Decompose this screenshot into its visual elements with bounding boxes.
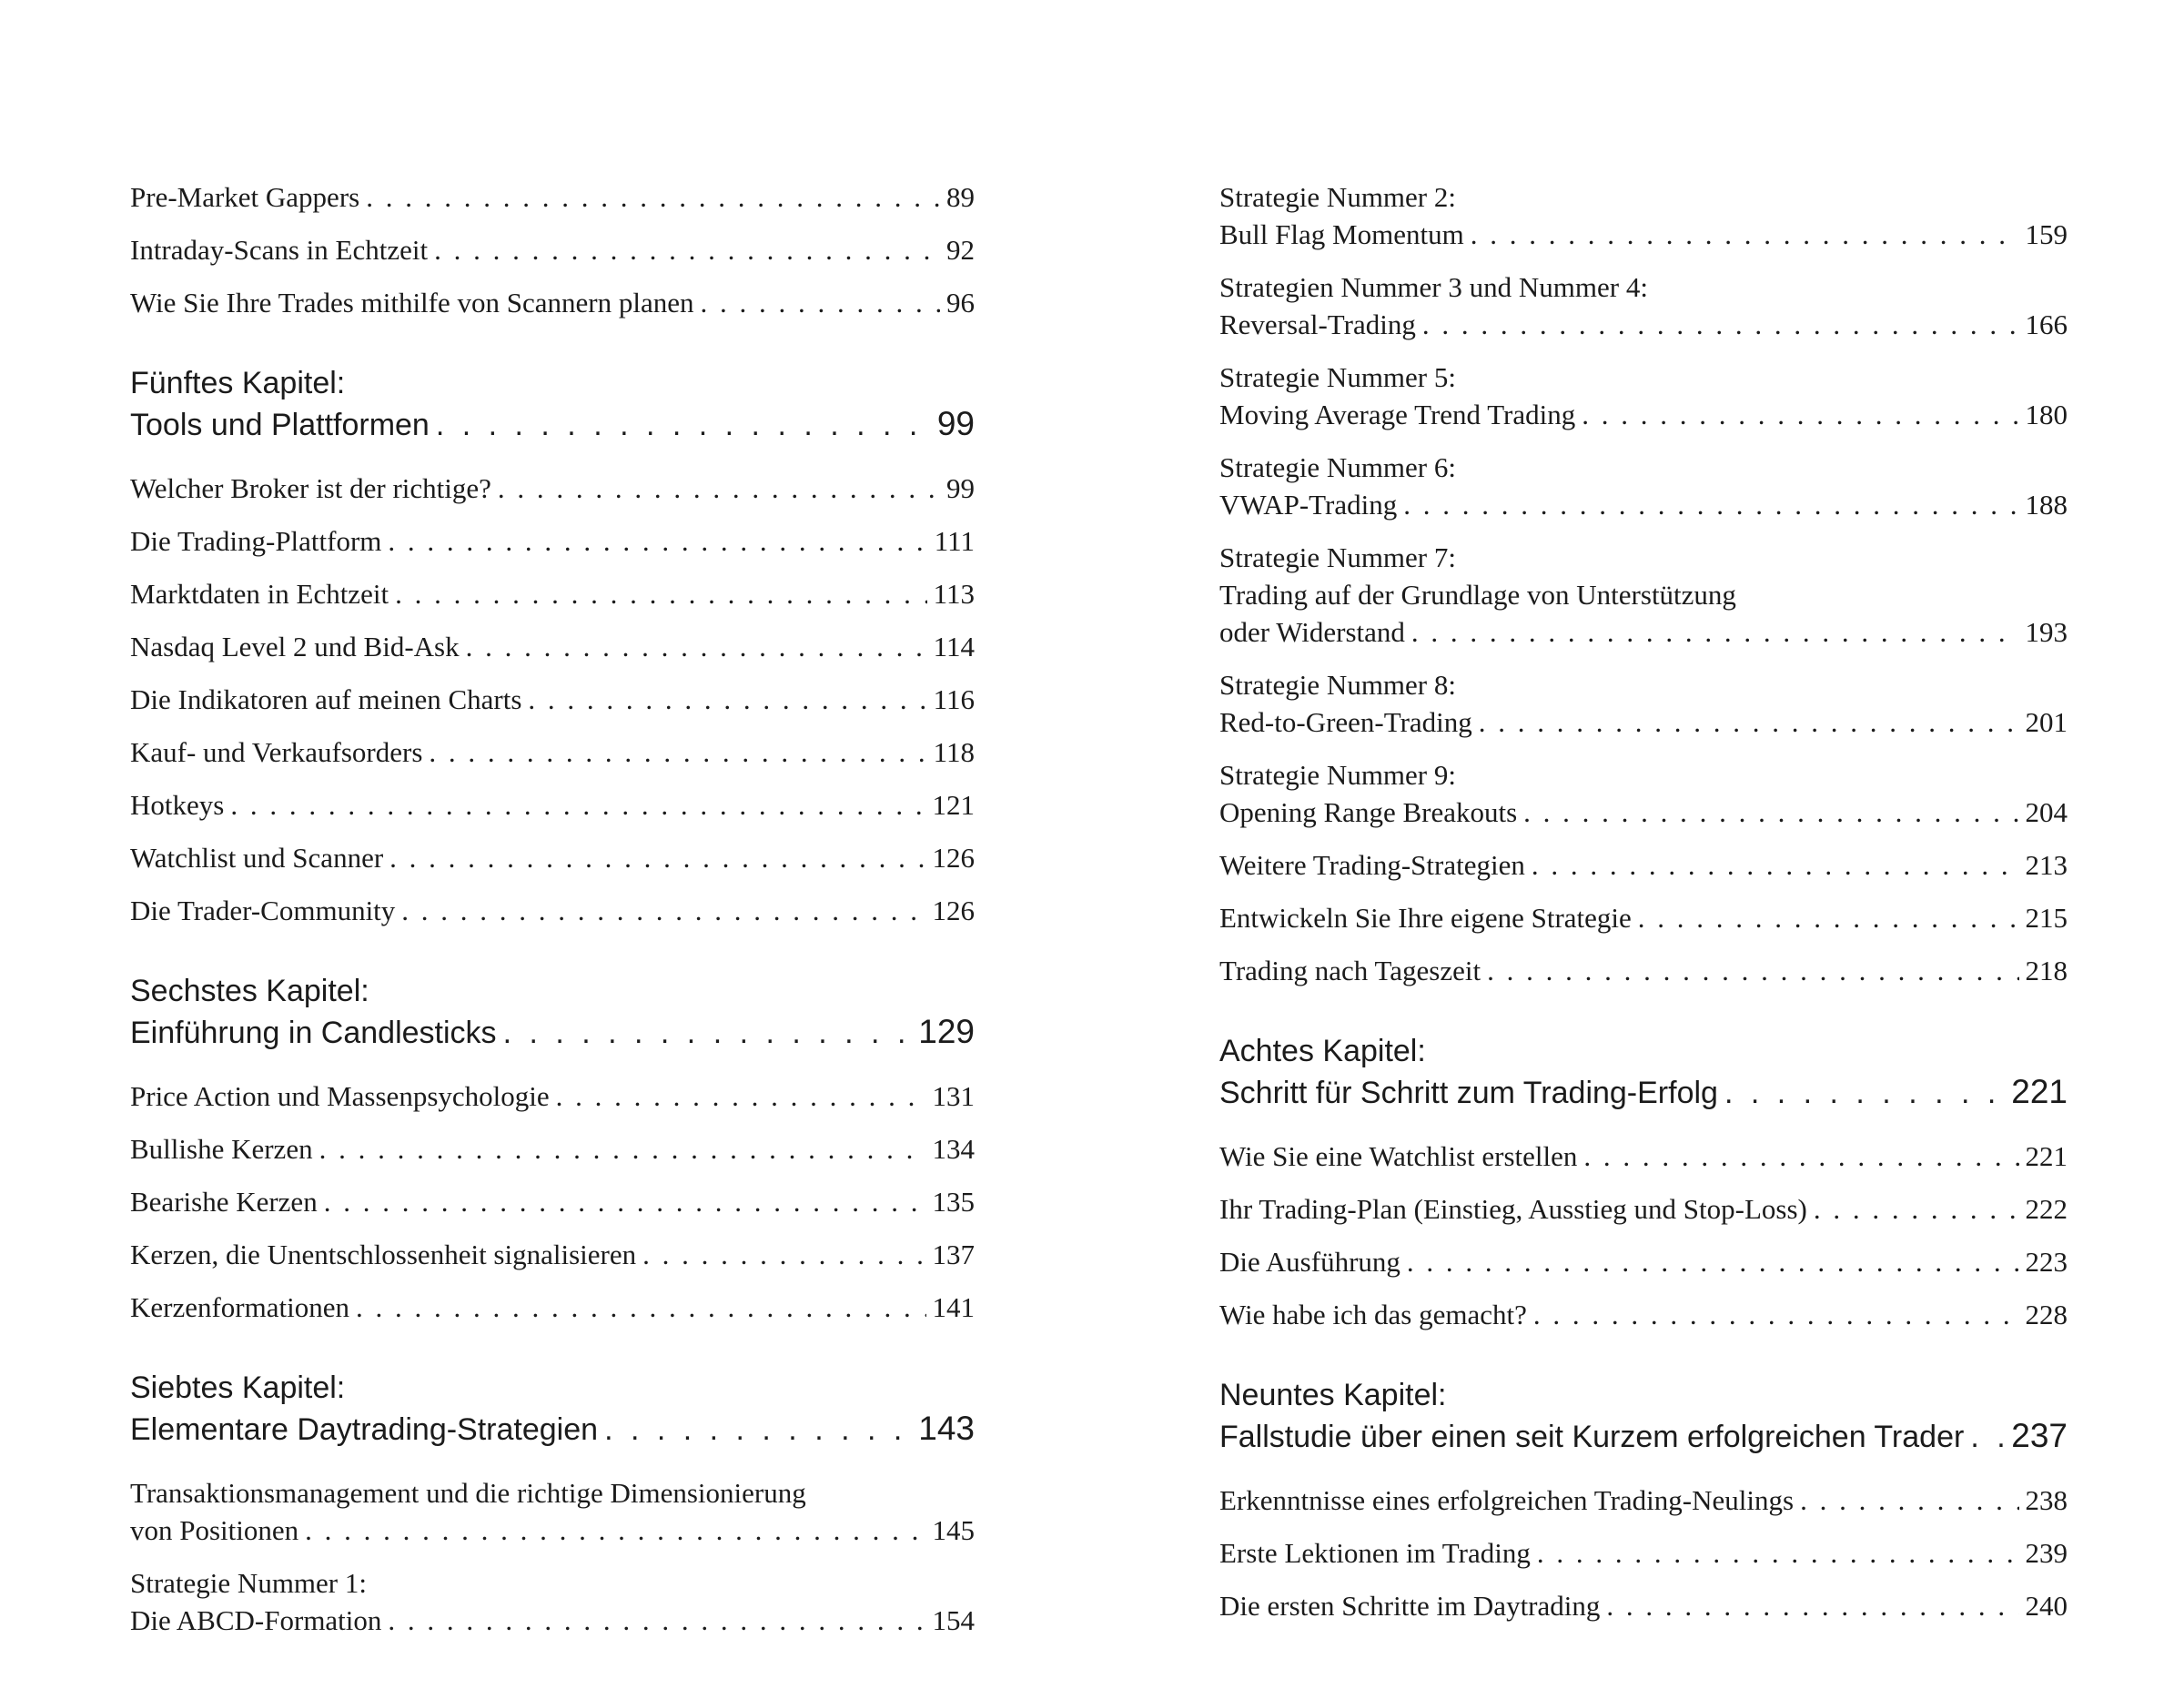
dot-leader bbox=[1583, 1138, 2018, 1175]
entry-line bbox=[130, 1512, 975, 1549]
chapter-title: Schritt für Schritt zum Trading-Erfolg bbox=[1219, 1076, 1718, 1110]
entry-label: Weitere Trading-Strategien bbox=[1219, 849, 1525, 881]
entry-line bbox=[130, 1289, 975, 1326]
entry-label: Erkenntnisse eines erfolgreichen Trading-Neulings bbox=[1219, 1484, 1795, 1516]
toc-column-right bbox=[1219, 178, 2068, 1640]
page-number: 111 bbox=[934, 525, 975, 557]
toc-entry bbox=[130, 1183, 975, 1220]
page-number: 166 bbox=[2025, 308, 2068, 340]
toc-entry bbox=[1219, 1138, 2068, 1175]
page-number: 221 bbox=[2011, 1073, 2068, 1110]
entry-line bbox=[130, 628, 975, 665]
toc-entry bbox=[1219, 756, 2068, 831]
entry-label: Reversal-Trading bbox=[1219, 308, 1416, 340]
page-number: 114 bbox=[933, 631, 975, 662]
entry-label: Opening Range Breakouts bbox=[1219, 796, 1518, 828]
dot-leader bbox=[366, 178, 940, 216]
toc-entry bbox=[130, 681, 975, 718]
entry-line bbox=[1219, 703, 2068, 741]
page-number: 141 bbox=[932, 1291, 975, 1323]
page-number: 228 bbox=[2025, 1299, 2068, 1330]
dot-leader bbox=[1422, 306, 2019, 343]
page-number: 238 bbox=[2025, 1484, 2068, 1516]
dot-leader bbox=[700, 284, 940, 321]
toc-entry bbox=[130, 1077, 975, 1115]
entry-preline-text: Trading auf der Grundlage von Unterstützung bbox=[1219, 579, 1736, 611]
toc-entry bbox=[130, 522, 975, 560]
entry-label: Trading nach Tageszeit bbox=[1219, 955, 1481, 986]
chapter-title-line bbox=[130, 403, 975, 446]
toc-entry bbox=[130, 1236, 975, 1273]
dot-leader bbox=[389, 839, 925, 876]
page-number: 237 bbox=[2011, 1417, 2068, 1454]
page-number: 118 bbox=[933, 736, 975, 768]
entry-label: Welcher Broker ist der richtige? bbox=[130, 472, 491, 504]
toc-entry bbox=[130, 575, 975, 612]
entry-line bbox=[130, 892, 975, 929]
entry-label: Bullishe Kerzen bbox=[130, 1133, 313, 1165]
page-number: 213 bbox=[2025, 849, 2068, 881]
toc-entry bbox=[130, 284, 975, 321]
toc-chapter bbox=[130, 971, 975, 1054]
page-number: 99 bbox=[936, 405, 975, 442]
entry-preline-text: Strategie Nummer 7: bbox=[1219, 541, 1456, 573]
entry-label: oder Widerstand bbox=[1219, 616, 1405, 648]
entry-label: Watchlist und Scanner bbox=[130, 842, 384, 874]
page-number: 188 bbox=[2025, 489, 2068, 521]
dot-leader bbox=[429, 733, 926, 771]
toc-entry bbox=[1219, 1534, 2068, 1572]
entry-line bbox=[130, 575, 975, 612]
entry-label: Wie Sie Ihre Trades mithilfe von Scannern planen bbox=[130, 287, 694, 319]
dot-leader bbox=[401, 892, 925, 929]
entry-line bbox=[1219, 1138, 2068, 1175]
entry-preline-text: Strategie Nummer 1: bbox=[130, 1567, 367, 1599]
page-number: 92 bbox=[946, 234, 975, 266]
dot-leader bbox=[356, 1289, 926, 1326]
entry-line bbox=[130, 839, 975, 876]
entry-line bbox=[130, 1236, 975, 1273]
toc-entry bbox=[130, 178, 975, 216]
entry-preline bbox=[1219, 449, 2068, 486]
dot-leader bbox=[388, 1602, 925, 1639]
entry-label: VWAP-Trading bbox=[1219, 489, 1398, 521]
toc-chapter bbox=[130, 1368, 975, 1451]
chapter-title-line bbox=[1219, 1071, 2068, 1114]
entry-preline bbox=[1219, 268, 2068, 306]
toc-entry bbox=[130, 1289, 975, 1326]
entry-line bbox=[1219, 216, 2068, 253]
entry-label: Erste Lektionen im Trading bbox=[1219, 1537, 1531, 1569]
dot-leader bbox=[1724, 1072, 2005, 1114]
entry-label: Kerzen, die Unentschlossenheit signalisieren bbox=[130, 1239, 637, 1270]
entry-label: Bull Flag Momentum bbox=[1219, 218, 1464, 250]
page-number: 204 bbox=[2025, 796, 2068, 828]
toc-entry bbox=[130, 733, 975, 771]
entry-line bbox=[130, 284, 975, 321]
page-number: 134 bbox=[932, 1133, 975, 1165]
entry-preline-text: Strategie Nummer 2: bbox=[1219, 181, 1456, 213]
dot-leader bbox=[1479, 703, 2019, 741]
entry-line bbox=[1219, 794, 2068, 831]
dot-leader bbox=[1523, 794, 2018, 831]
toc-entry bbox=[1219, 846, 2068, 884]
dot-leader bbox=[305, 1512, 925, 1549]
dot-leader bbox=[230, 786, 925, 824]
dot-leader bbox=[395, 575, 927, 612]
chapter-kapitel: Siebtes Kapitel: bbox=[130, 1370, 346, 1405]
entry-line bbox=[1219, 899, 2068, 936]
toc-entry bbox=[130, 628, 975, 665]
toc-entry bbox=[1219, 952, 2068, 989]
entry-line bbox=[1219, 952, 2068, 989]
page-number: 116 bbox=[933, 683, 975, 715]
entry-line bbox=[130, 470, 975, 507]
page-number: 131 bbox=[932, 1080, 975, 1112]
entry-preline bbox=[130, 1564, 975, 1602]
page-number: 159 bbox=[2025, 218, 2068, 250]
chapter-title: Tools und Plattformen bbox=[130, 408, 430, 442]
chapter-kapitel: Sechstes Kapitel: bbox=[130, 974, 369, 1008]
entry-label: Ihr Trading-Plan (Einstieg, Ausstieg und Stop-Loss) bbox=[1219, 1193, 1807, 1225]
dot-leader bbox=[1532, 846, 2019, 884]
page-number: 223 bbox=[2025, 1246, 2068, 1278]
toc-entry bbox=[130, 892, 975, 929]
entry-preline bbox=[1219, 576, 2068, 613]
entry-line bbox=[1219, 1296, 2068, 1333]
page-number: 89 bbox=[946, 181, 975, 213]
toc-entry bbox=[130, 786, 975, 824]
page-number: 137 bbox=[932, 1239, 975, 1270]
page-number: 99 bbox=[946, 472, 975, 504]
entry-line bbox=[130, 231, 975, 268]
toc-entry bbox=[130, 470, 975, 507]
dot-leader bbox=[1582, 396, 2018, 433]
toc-chapter bbox=[1219, 1031, 2068, 1114]
dot-leader bbox=[1411, 613, 2019, 651]
chapter-title: Fallstudie über einen seit Kurzem erfolgreichen Trader bbox=[1219, 1420, 1965, 1454]
toc-entry bbox=[1219, 1482, 2068, 1519]
toc-entry bbox=[130, 1564, 975, 1639]
entry-line bbox=[1219, 306, 2068, 343]
chapter-kapitel: Fünftes Kapitel: bbox=[130, 366, 346, 400]
dot-leader bbox=[1487, 952, 2018, 989]
page-number: 215 bbox=[2025, 902, 2068, 934]
page-number: 193 bbox=[2025, 616, 2068, 648]
entry-preline bbox=[1219, 178, 2068, 216]
entry-preline-text: Strategie Nummer 6: bbox=[1219, 451, 1456, 483]
entry-line bbox=[130, 1130, 975, 1168]
entry-line bbox=[1219, 1482, 2068, 1519]
chapter-title-line bbox=[130, 1011, 975, 1054]
chapter-title: Einführung in Candlesticks bbox=[130, 1016, 497, 1050]
entry-label: Die Ausführung bbox=[1219, 1246, 1400, 1278]
dot-leader bbox=[388, 522, 927, 560]
toc-entry bbox=[1219, 1296, 2068, 1333]
toc-chapter bbox=[1219, 1375, 2068, 1458]
entry-label: Kerzenformationen bbox=[130, 1291, 349, 1323]
toc-entry bbox=[130, 231, 975, 268]
entry-line bbox=[130, 786, 975, 824]
entry-line bbox=[130, 681, 975, 718]
entry-label: Intraday-Scans in Echtzeit bbox=[130, 234, 429, 266]
dot-leader bbox=[436, 404, 931, 446]
toc-entry bbox=[1219, 178, 2068, 253]
entry-line bbox=[1219, 613, 2068, 651]
dot-leader bbox=[1537, 1534, 2019, 1572]
page-number: 113 bbox=[933, 578, 975, 610]
toc-entry bbox=[130, 1474, 975, 1549]
entry-line bbox=[1219, 1243, 2068, 1280]
dot-leader bbox=[1471, 216, 2019, 253]
entry-line bbox=[1219, 1587, 2068, 1624]
dot-leader bbox=[604, 1409, 912, 1451]
dot-leader bbox=[642, 1236, 925, 1273]
page-number: 221 bbox=[2025, 1140, 2068, 1172]
toc-entry bbox=[1219, 268, 2068, 343]
entry-label: Die Trader-Community bbox=[130, 895, 396, 926]
entry-line bbox=[130, 733, 975, 771]
page-number: 145 bbox=[932, 1514, 975, 1546]
toc-entry bbox=[1219, 539, 2068, 651]
entry-preline-text: Strategien Nummer 3 und Nummer 4: bbox=[1219, 271, 1648, 303]
entry-label: Kauf- und Verkaufsorders bbox=[130, 736, 423, 768]
dot-leader bbox=[1606, 1587, 2018, 1624]
entry-label: Red-to-Green-Trading bbox=[1219, 706, 1472, 738]
entry-label: Die ersten Schritte im Daytrading bbox=[1219, 1590, 1601, 1622]
dot-leader bbox=[1533, 1296, 2019, 1333]
dot-leader bbox=[1403, 486, 2018, 523]
dot-leader bbox=[498, 470, 940, 507]
entry-line bbox=[130, 522, 975, 560]
dot-leader bbox=[556, 1077, 926, 1115]
page-number: 240 bbox=[2025, 1590, 2068, 1622]
entry-label: Die Indikatoren auf meinen Charts bbox=[130, 683, 522, 715]
page-number: 218 bbox=[2025, 955, 2068, 986]
entry-label: Price Action und Massenpsychologie bbox=[130, 1080, 550, 1112]
entry-label: Die ABCD-Formation bbox=[130, 1604, 382, 1636]
dot-leader bbox=[1814, 1190, 2019, 1228]
entry-label: Wie habe ich das gemacht? bbox=[1219, 1299, 1527, 1330]
page-number: 135 bbox=[932, 1186, 975, 1218]
dot-leader bbox=[1638, 899, 2019, 936]
dot-leader bbox=[503, 1012, 913, 1054]
dot-leader bbox=[319, 1130, 926, 1168]
toc-chapter bbox=[130, 363, 975, 446]
entry-preline-text: Strategie Nummer 9: bbox=[1219, 759, 1456, 791]
entry-label: Marktdaten in Echtzeit bbox=[130, 578, 389, 610]
entry-line bbox=[1219, 846, 2068, 884]
entry-label: Nasdaq Level 2 und Bid-Ask bbox=[130, 631, 460, 662]
toc-entry bbox=[1219, 359, 2068, 433]
entry-label: Die Trading-Plattform bbox=[130, 525, 382, 557]
page-number: 96 bbox=[946, 287, 975, 319]
entry-label: von Positionen bbox=[130, 1514, 299, 1546]
chapter-title: Elementare Daytrading-Strategien bbox=[130, 1412, 599, 1447]
dot-leader bbox=[528, 681, 926, 718]
toc-entry bbox=[1219, 1243, 2068, 1280]
chapter-title-line bbox=[1219, 1415, 2068, 1458]
entry-preline bbox=[130, 1474, 975, 1512]
entry-label: Entwickeln Sie Ihre eigene Strategie bbox=[1219, 902, 1632, 934]
entry-preline-text: Transaktionsmanagement und die richtige Dimensionierung bbox=[130, 1477, 806, 1509]
page-number: 121 bbox=[932, 789, 975, 821]
toc-entry bbox=[1219, 1190, 2068, 1228]
chapter-kapitel: Neuntes Kapitel: bbox=[1219, 1378, 1447, 1412]
entry-preline bbox=[1219, 666, 2068, 703]
page-number: 143 bbox=[918, 1410, 975, 1447]
toc-entry bbox=[1219, 449, 2068, 523]
toc-entry bbox=[1219, 666, 2068, 741]
entry-label: Wie Sie eine Watchlist erstellen bbox=[1219, 1140, 1578, 1172]
entry-preline bbox=[1219, 756, 2068, 794]
page-number: 180 bbox=[2025, 399, 2068, 430]
entry-preline bbox=[1219, 359, 2068, 396]
dot-leader bbox=[1800, 1482, 2018, 1519]
entry-line bbox=[1219, 1190, 2068, 1228]
toc-entry bbox=[1219, 899, 2068, 936]
page-number: 222 bbox=[2025, 1193, 2068, 1225]
entry-line bbox=[130, 178, 975, 216]
page-number: 239 bbox=[2025, 1537, 2068, 1569]
entry-line bbox=[130, 1077, 975, 1115]
entry-preline-text: Strategie Nummer 8: bbox=[1219, 669, 1456, 701]
dot-leader bbox=[1970, 1416, 2005, 1458]
toc-entry bbox=[130, 1130, 975, 1168]
entry-preline-text: Strategie Nummer 5: bbox=[1219, 361, 1456, 393]
entry-line bbox=[1219, 396, 2068, 433]
entry-line bbox=[130, 1602, 975, 1639]
entry-label: Hotkeys bbox=[130, 789, 225, 821]
entry-label: Pre-Market Gappers bbox=[130, 181, 360, 213]
dot-leader bbox=[1407, 1243, 2019, 1280]
page-number: 201 bbox=[2025, 706, 2068, 738]
toc-entry bbox=[130, 839, 975, 876]
chapter-title-line bbox=[130, 1408, 975, 1451]
toc-column-left bbox=[130, 178, 975, 1654]
entry-line bbox=[1219, 1534, 2068, 1572]
entry-line bbox=[130, 1183, 975, 1220]
entry-label: Bearishe Kerzen bbox=[130, 1186, 318, 1218]
dot-leader bbox=[466, 628, 927, 665]
page-number: 126 bbox=[932, 895, 975, 926]
page-number: 126 bbox=[932, 842, 975, 874]
entry-preline bbox=[1219, 539, 2068, 576]
dot-leader bbox=[324, 1183, 926, 1220]
entry-label: Moving Average Trend Trading bbox=[1219, 399, 1576, 430]
page-number: 129 bbox=[918, 1013, 975, 1050]
dot-leader bbox=[434, 231, 940, 268]
chapter-kapitel: Achtes Kapitel: bbox=[1219, 1034, 1426, 1068]
entry-line bbox=[1219, 486, 2068, 523]
page-number: 154 bbox=[932, 1604, 975, 1636]
toc-entry bbox=[1219, 1587, 2068, 1624]
